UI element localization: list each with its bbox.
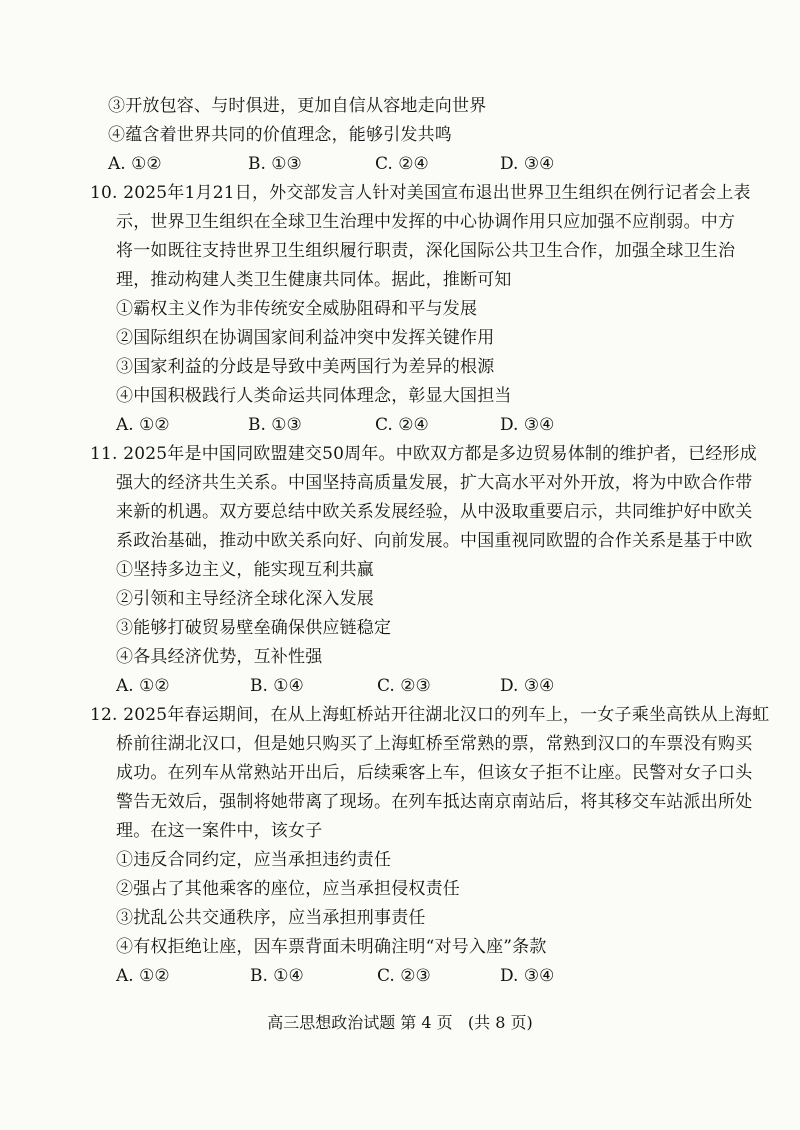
q12-option-d: D. ③④ xyxy=(500,966,555,986)
q11-stem-line: 系政治基础，推动中欧关系向好、向前发展。中国重视同欧盟的合作关系是基于中欧 xyxy=(116,531,753,551)
prev-option-c: C. ②④ xyxy=(375,154,429,174)
q10-item-3: ③国家利益的分歧是导致中美两国行为差异的根源 xyxy=(116,357,495,377)
q12-option-c: C. ②③ xyxy=(377,966,431,986)
q11-item-3: ③能够打破贸易壁垒确保供应链稳定 xyxy=(116,618,392,638)
q12-item-4: ④有权拒绝让座，因车票背面未明确注明“对号入座”条款 xyxy=(116,937,547,957)
q11-stem-line: 11. 2025年是中国同欧盟建交50周年。中欧双方都是多边贸易体制的维护者，已经形成 xyxy=(90,444,757,464)
prev-option-d: D. ③④ xyxy=(500,154,555,174)
q10-item-1: ①霸权主义作为非传统安全威胁阻碍和平与发展 xyxy=(116,299,478,319)
prev-item-3: ③开放包容、与时俱进，更加自信从容地走向世界 xyxy=(108,96,487,116)
q12-item-3: ③扰乱公共交通秩序，应当承担刑事责任 xyxy=(116,908,426,928)
q12-stem-line: 理。在这一案件中，该女子 xyxy=(116,821,323,841)
q11-option-c: C. ②③ xyxy=(377,676,431,696)
q11-stem-line: 强大的经济共生关系。中国坚持高质量发展，扩大高水平对外开放，将为中欧合作带 xyxy=(116,473,753,493)
q12-item-2: ②强占了其他乘客的座位，应当承担侵权责任 xyxy=(116,879,460,899)
q10-option-c: C. ②④ xyxy=(375,415,429,435)
page-footer: 高三思想政治试题 第 4 页 (共 8 页) xyxy=(267,1013,533,1032)
prev-option-a: A. ①② xyxy=(108,154,162,174)
q10-option-b: B. ①③ xyxy=(248,415,302,435)
q10-option-a: A. ①② xyxy=(116,415,170,435)
q12-option-b: B. ①④ xyxy=(250,966,304,986)
q10-stem-line: 示，世界卫生组织在全球卫生治理中发挥的中心协调作用只应加强不应削弱。中方 xyxy=(116,212,736,232)
q11-option-a: A. ①② xyxy=(116,676,170,696)
q12-stem-line: 桥前往湖北汉口，但是她只购买了上海虹桥至常熟的票，常熟到汉口的车票没有购买 xyxy=(116,734,753,754)
q12-stem-line: 警告无效后，强制将她带离了现场。在列车抵达南京南站后，将其移交车站派出所处 xyxy=(116,792,753,812)
prev-item-4: ④蕴含着世界共同的价值理念，能够引发共鸣 xyxy=(108,125,452,145)
q10-item-2: ②国际组织在协调国家间利益冲突中发挥关键作用 xyxy=(116,328,495,348)
q10-stem-line: 理，推动构建人类卫生健康共同体。据此，推断可知 xyxy=(116,270,512,290)
prev-option-b: B. ①③ xyxy=(248,154,302,174)
q12-item-1: ①违反合同约定，应当承担违约责任 xyxy=(116,850,392,870)
q10-stem-line: 10. 2025年1月21日，外交部发言人针对美国宣布退出世界卫生组织在例行记者会上表 xyxy=(90,183,751,203)
q11-option-d: D. ③④ xyxy=(500,676,555,696)
q10-stem-line: 将一如既往支持世界卫生组织履行职责，深化国际公共卫生合作，加强全球卫生治 xyxy=(116,241,736,261)
q12-stem-line: 成功。在列车从常熟站开出后，后续乘客上车，但该女子拒不让座。民警对女子口头 xyxy=(116,763,753,783)
q12-stem-line: 12. 2025年春运期间，在从上海虹桥站开往湖北汉口的列车上，一女子乘坐高铁从上海虹 xyxy=(90,705,770,725)
q11-item-2: ②引领和主导经济全球化深入发展 xyxy=(116,589,374,609)
q11-option-b: B. ①④ xyxy=(250,676,304,696)
q11-item-1: ①坚持多边主义，能实现互利共赢 xyxy=(116,560,374,580)
q10-option-d: D. ③④ xyxy=(500,415,555,435)
q10-item-4: ④中国积极践行人类命运共同体理念，彰显大国担当 xyxy=(116,386,512,406)
q12-option-a: A. ①② xyxy=(116,966,170,986)
q11-item-4: ④各具经济优势，互补性强 xyxy=(116,647,323,667)
q11-stem-line: 来新的机遇。双方要总结中欧关系发展经验，从中汲取重要启示，共同维护好中欧关 xyxy=(116,502,753,522)
